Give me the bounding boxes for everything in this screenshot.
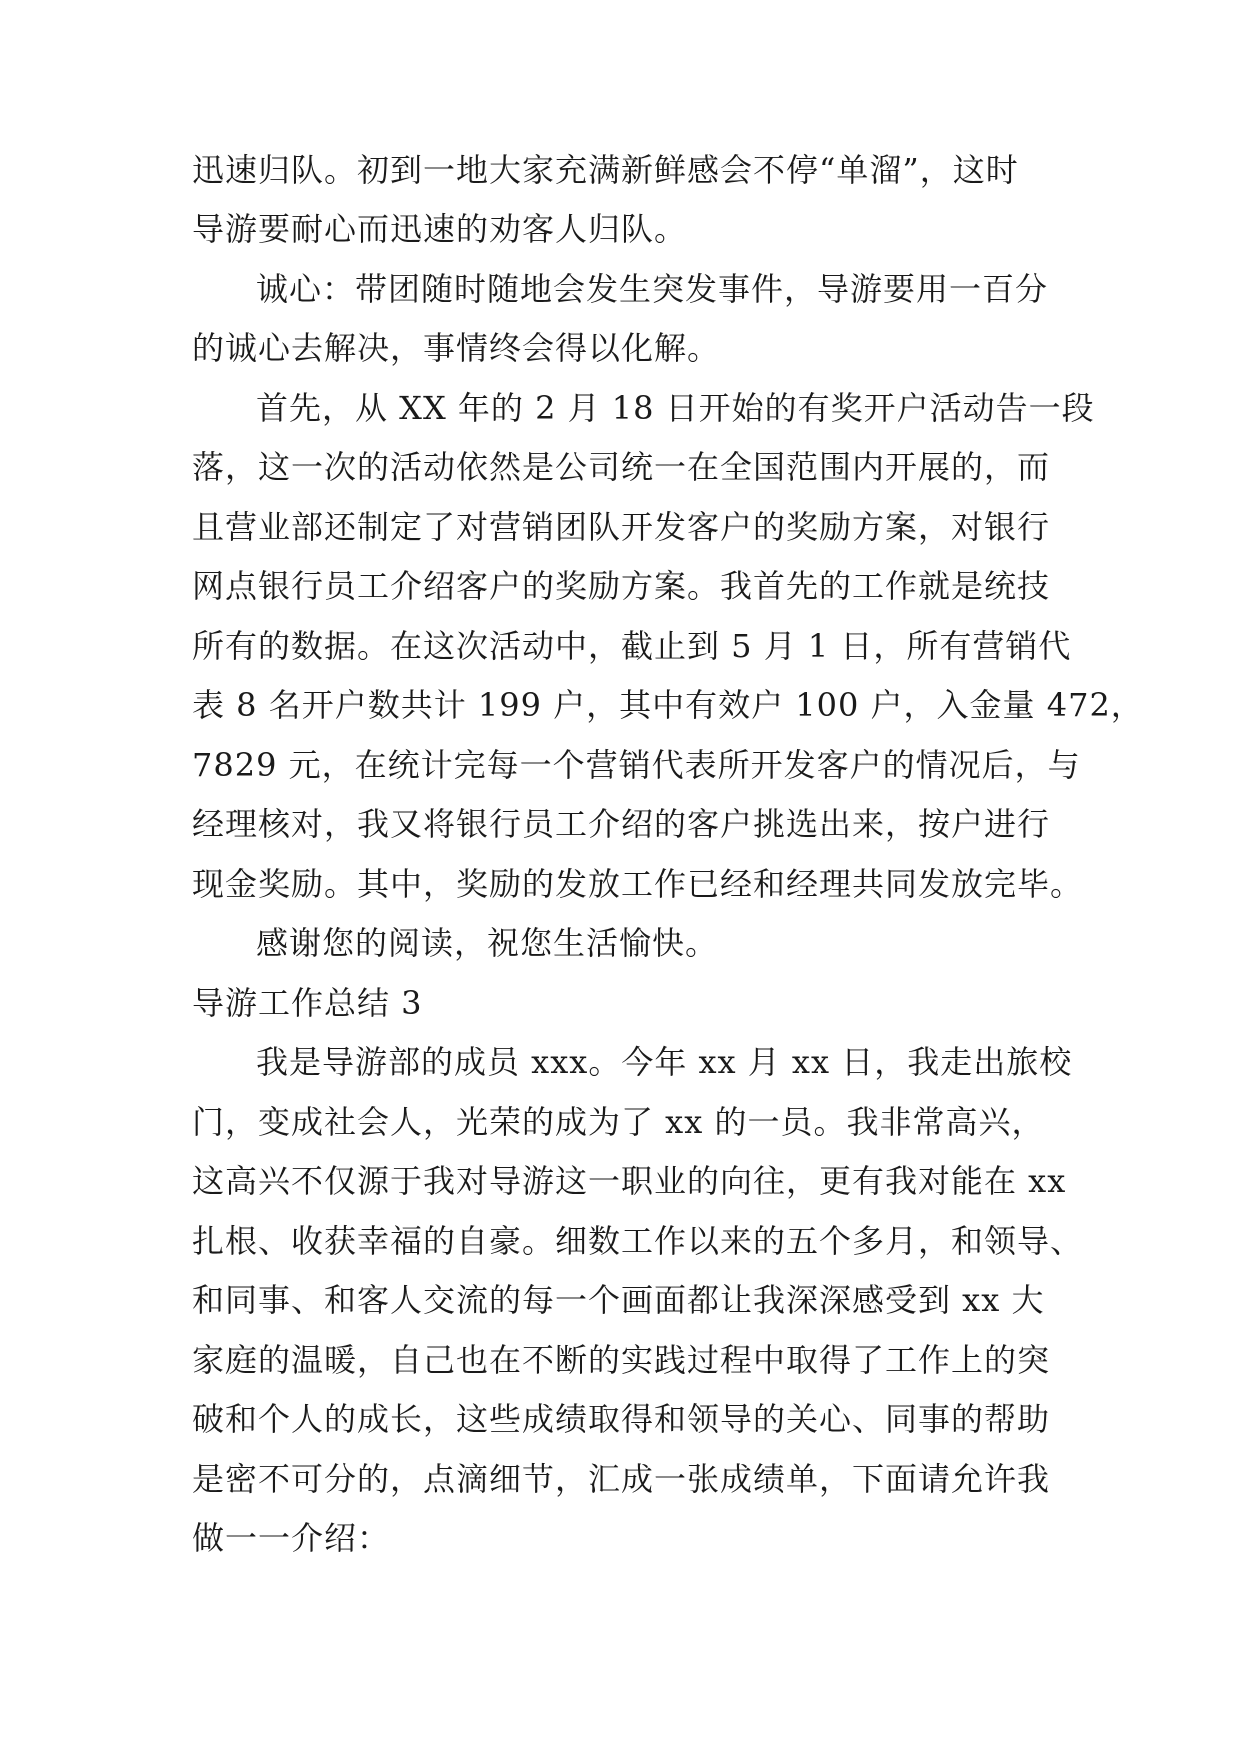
text-line: 和同事、和客人交流的每一个画面都让我深深感受到 xx 大 (192, 1281, 1045, 1319)
text-line: 网点银行员工介绍客户的奖励方案。我首先的工作就是统技 (192, 567, 1051, 605)
text-line: 诚心：带团随时随地会发生突发事件，导游要用一百分 (256, 270, 1049, 308)
text-line: 这高兴不仅源于我对导游这一职业的向往，更有我对能在 xx (192, 1162, 1067, 1200)
text-line: 是密不可分的，点滴细节，汇成一张成绩单，下面请允许我 (192, 1460, 1051, 1498)
text-line: 门，变成社会人，光荣的成为了 xx 的一员。我非常高兴， (192, 1103, 1045, 1141)
section-heading: 导游工作总结 3 (192, 984, 423, 1022)
text-line: 扎根、收获幸福的自豪。细数工作以来的五个多月，和领导、 (192, 1222, 1084, 1260)
text-line: 所有的数据。在这次活动中，截止到 5 月 1 日，所有营销代 (192, 627, 1072, 665)
text-line: 首先，从 XX 年的 2 月 18 日开始的有奖开户活动告一段 (256, 389, 1095, 427)
text-line: 的诚心去解决，事情终会得以化解。 (192, 329, 721, 367)
text-line: 我是导游部的成员 xxx。今年 xx 月 xx 日，我走出旅校 (256, 1043, 1073, 1081)
text-line: 表 8 名开户数共计 199 户，其中有效户 100 户，入金量 472， (192, 686, 1144, 724)
text-line: 做一一介绍： (192, 1519, 391, 1557)
text-line: 家庭的温暖，自己也在不断的实践过程中取得了工作上的突 (192, 1341, 1051, 1379)
text-line: 落，这一次的活动依然是公司统一在全国范围内开展的，而 (192, 448, 1051, 486)
text-line: 经理核对，我又将银行员工介绍的客户挑选出来，按户进行 (192, 805, 1051, 843)
text-line: 现金奖励。其中，奖励的发放工作已经和经理共同发放完毕。 (192, 865, 1084, 903)
text-line: 感谢您的阅读，祝您生活愉快。 (256, 924, 719, 962)
text-line: 且营业部还制定了对营销团队开发客户的奖励方案，对银行 (192, 508, 1051, 546)
text-line: 导游要耐心而迅速的劝客人归队。 (192, 210, 688, 248)
text-line: 7829 元，在统计完每一个营销代表所开发客户的情况后，与 (192, 746, 1081, 784)
text-line: 破和个人的成长，这些成绩取得和领导的关心、同事的帮助 (192, 1400, 1051, 1438)
text-line: 迅速归队。初到一地大家充满新鲜感会不停“单溜”，这时 (192, 151, 1019, 189)
